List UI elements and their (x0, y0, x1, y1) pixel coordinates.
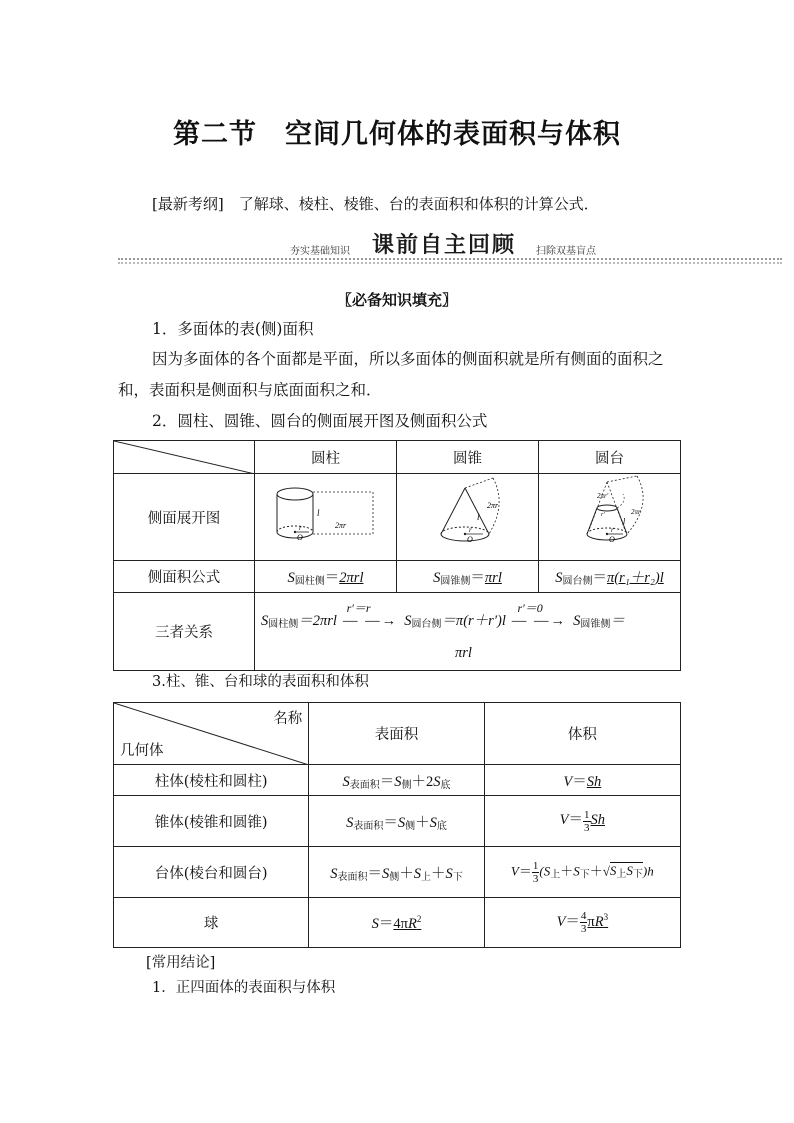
table2-row-frustum-volume: V＝ $\frac{1}{3}$ $(S_上+S_下+√S_上S_下)h$ (484, 847, 680, 898)
banner-title: 课前自主回顾 (372, 233, 517, 258)
cyl-label-l: l (317, 508, 320, 518)
cylinder-net-cell (255, 474, 397, 561)
frus-value: π(r₁＋r₂)l (606, 570, 664, 586)
item1-body-line2: 和，表面积是侧面积与底面面积之和． (118, 381, 382, 399)
table2-row-prism-volume: V＝Sh (484, 765, 680, 796)
frustum-label-l: l (623, 517, 626, 526)
rel-cyl-s: S (261, 613, 269, 629)
rel-cone-eq: ＝ (610, 613, 625, 629)
item2-heading: 2．圆柱、圆锥、圆台的侧面展开图及侧面积公式 (152, 412, 488, 430)
surface-volume-table (113, 702, 681, 948)
table1-header-cylinder: 圆柱 (255, 441, 397, 474)
frustum-net-figure (539, 474, 680, 556)
rel-cond1: r′＝r (346, 601, 371, 615)
frustum-label-r: r (611, 526, 614, 534)
cone-eq: ＝ (470, 570, 485, 586)
banner-divider (118, 258, 782, 264)
rel-cyl-sub: 圆柱侧 (268, 619, 299, 630)
rel-cyl-eq: ＝2πrl (298, 613, 337, 629)
item1-body-line1: 因为多面体的各个面都是平面，所以多面体的侧面积就是所有侧面的面积之 (152, 350, 664, 368)
table2-header-volume: 体积 (484, 703, 680, 765)
table2-row-sphere-area: $S=4\pi R^2$ (309, 898, 484, 948)
cone-label-o: O (467, 535, 473, 544)
cyl-value: 2πrl (339, 570, 364, 586)
table2-header-area: 表面积 (309, 703, 484, 765)
relation-line (261, 601, 625, 630)
table2-corner-cell (114, 703, 309, 765)
table1-row-label-relation: 三者关系 (114, 593, 255, 671)
cyl-eq: ＝ (324, 570, 340, 586)
cone-value: πrl (484, 570, 502, 586)
table1-row-label-net: 侧面展开图 (114, 474, 255, 561)
relation-cell (255, 593, 681, 671)
relation-arrow-1: r′＝r — —→ (343, 601, 399, 629)
cone-label-l: l (477, 512, 480, 522)
frus-s-sub: 圆台侧 (562, 576, 593, 587)
cone-s: S (433, 570, 441, 586)
frus-s: S (555, 570, 563, 586)
rel-frus-sub: 圆台侧 (411, 619, 442, 630)
frustum-label-r1: r′ (601, 512, 605, 518)
common-conclusion-item1: 1．正四面体的表面积与体积 (152, 980, 336, 996)
bracket-right: 〗 (442, 291, 458, 309)
cyl-s-sub: 圆柱侧 (294, 576, 325, 587)
table2-row-sphere-volume: V＝ $\frac{4}{3}$ $\pi R^3$ (484, 898, 680, 948)
cylinder-lateral-formula (255, 561, 397, 593)
common-conclusion-label: [常用结论] (146, 955, 216, 971)
table2-corner-bottom: 几何体 (120, 743, 164, 759)
cone-net-cell (397, 474, 539, 561)
section-banner (118, 226, 782, 268)
cyl-s: S (287, 570, 295, 586)
table2-row-pyramid-area: $S_{表面积}=S_侧+S_底$ (309, 796, 484, 847)
table2-row-prism-area: $S_{表面积}=S_侧+2S_底$ (309, 765, 484, 796)
cylinder-net-figure (255, 474, 396, 556)
bracket-left: 〖 (336, 291, 352, 309)
table1-corner-cell (114, 441, 255, 474)
cyl-label-r: r (299, 524, 302, 532)
table2-row-pyramid-name: 锥体(棱锥和圆锥) (114, 796, 309, 847)
table2-row-frustum-name: 台体(棱台和圆台) (114, 847, 309, 898)
cone-lateral-formula (397, 561, 539, 593)
item3-heading: 3.柱、锥、台和球的表面积和体积 (152, 674, 369, 690)
table1-row-label-formula: 侧面积公式 (114, 561, 255, 593)
table1-header-frustum: 圆台 (539, 441, 681, 474)
table1-diagonal-line (114, 441, 255, 474)
table2-row-pyramid-volume: V＝ $\frac{1}{3}$ Sh (484, 796, 680, 847)
section-heading-text: 必备知识填充 (351, 291, 442, 309)
banner-left-text: 夯实基础知识 (290, 246, 350, 257)
rel-frus-s: S (404, 613, 412, 629)
table2-row-frustum-area: $S_{表面积}=S_侧+S_上+S_下$ (309, 847, 484, 898)
page-title: 第二节 空间几何体的表面积与体积 (173, 119, 621, 150)
lateral-area-table (113, 440, 681, 671)
cone-label-r: r (469, 526, 472, 534)
frus-eq: ＝ (592, 570, 607, 586)
cyl-label-2pir: 2πr (335, 521, 347, 530)
rel-cone-sub: 圆锥侧 (580, 619, 611, 630)
rel-cone-s: S (573, 613, 581, 629)
rel-frus-eq: ＝π(r＋r′)l (441, 613, 506, 629)
banner-right-text: 扫除双基盲点 (536, 246, 596, 257)
table2-row-sphere-name: 球 (114, 898, 309, 948)
frustum-label-2pir: 2πr (631, 508, 641, 516)
table1-header-cone: 圆锥 (397, 441, 539, 474)
relation-arrow-2: r′＝0 — —→ (511, 601, 568, 629)
rel-cond2: r′＝0 (517, 601, 543, 615)
item1-heading: 1．多面体的表(侧)面积 (152, 320, 314, 338)
table2-corner-top: 名称 (273, 711, 303, 727)
cone-label-2pir: 2πr (487, 501, 499, 510)
cone-net-figure (397, 474, 538, 556)
frustum-lateral-formula (539, 561, 681, 593)
syllabus-line: [最新考纲] 了解球、棱柱、棱锥、台的表面积和体积的计算公式． (152, 195, 599, 213)
cyl-label-o: O (297, 533, 303, 542)
frustum-net-cell (539, 474, 681, 561)
section-heading (0, 289, 794, 310)
frustum-label-o: O (609, 535, 615, 544)
relation-tail: πrl (455, 645, 472, 661)
cone-s-sub: 圆锥侧 (440, 576, 471, 587)
table2-row-prism-name: 柱体(棱柱和圆柱) (114, 765, 309, 796)
frustum-label-2pir1: 2πr′ (597, 492, 609, 500)
